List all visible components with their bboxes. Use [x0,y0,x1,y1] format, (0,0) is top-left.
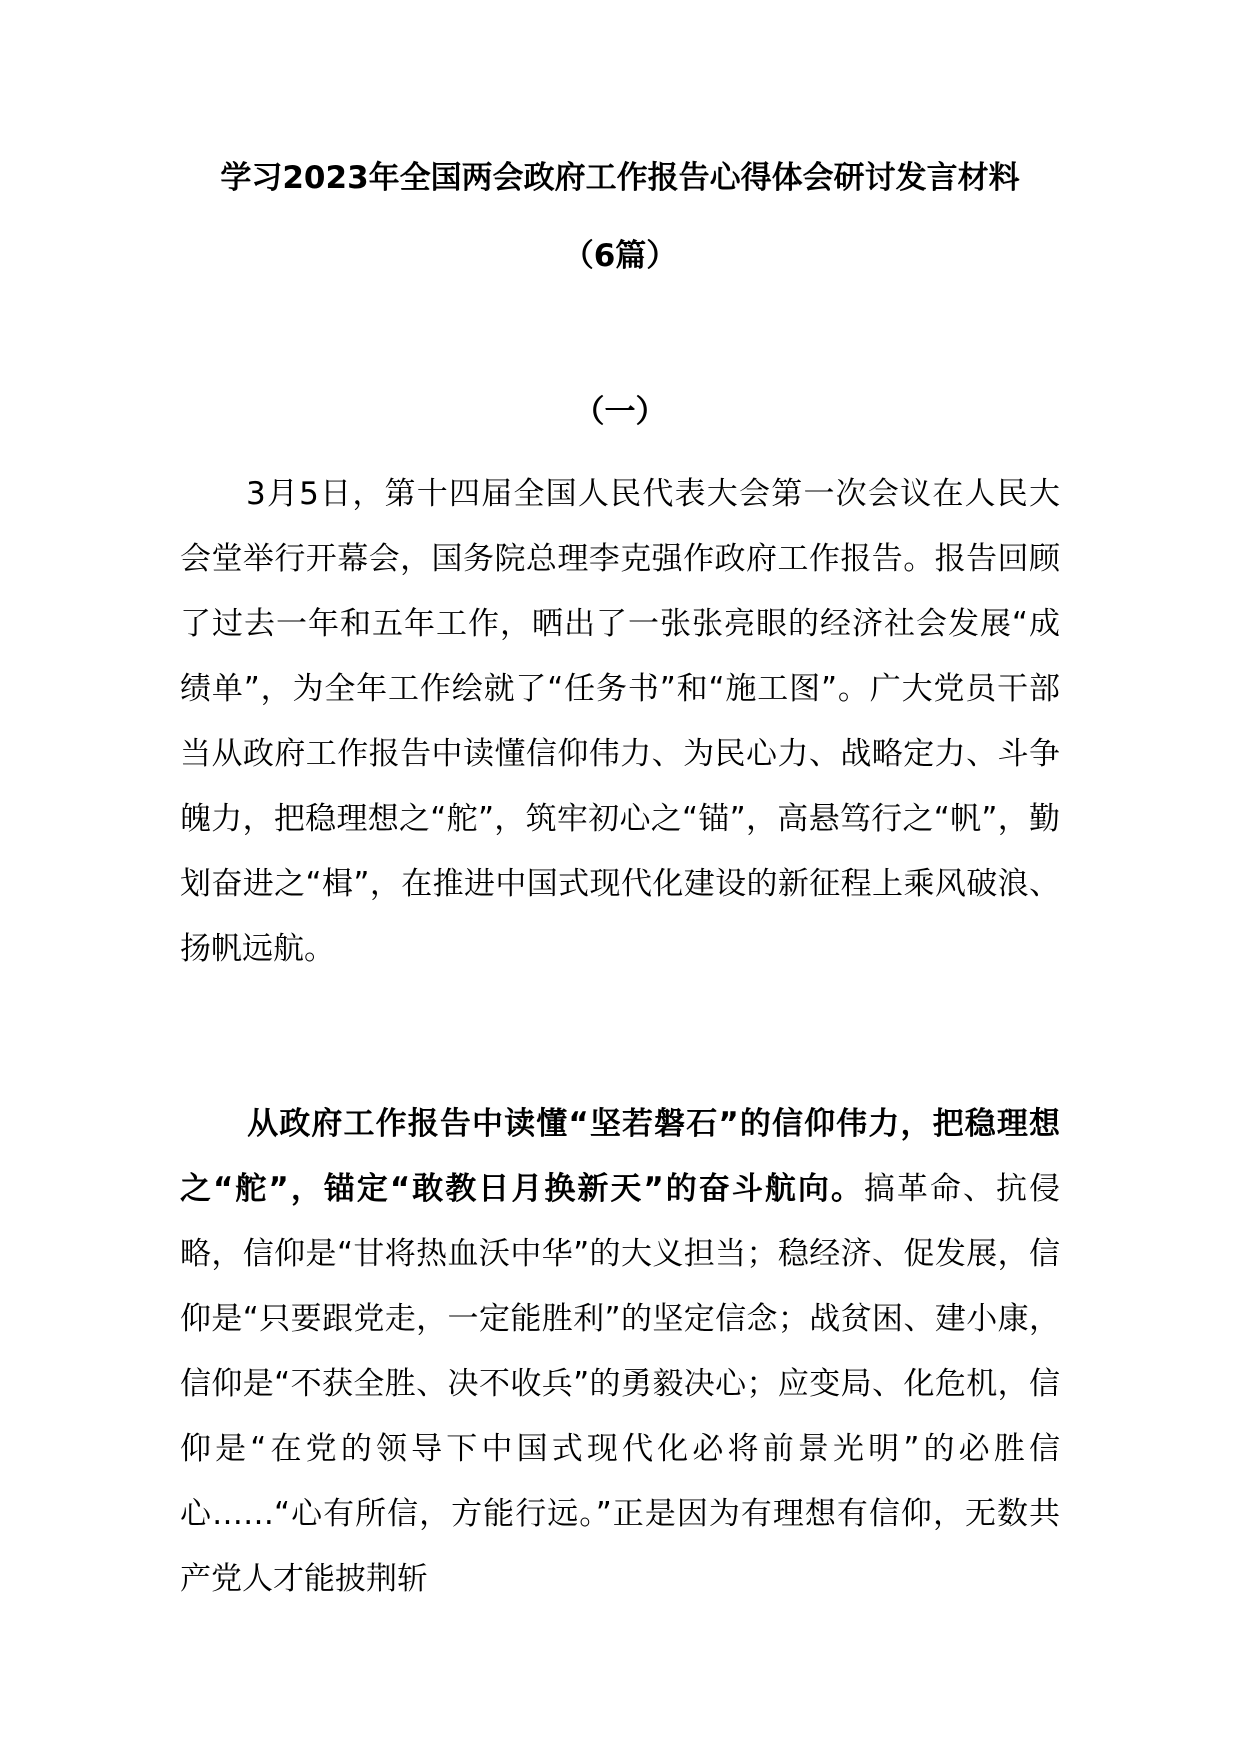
paragraph-2 [180,1092,1060,1612]
section-heading: （一） [573,394,667,430]
paragraph-1 [180,462,1060,982]
document-title: 学习2023年全国两会政府工作报告心得体会研讨发言材料 [220,160,1020,196]
paragraph-1-text: 3月5日，第十四届全国人民代表大会第一次会议在人民大会堂举行开幕会，国务院总理李克强作政府工作报告。报告回顾了过去一年和五年工作，晒出了一张张亮眼的经济社会发展“成绩单”，为全年工作绘就了“任务书”和“施工图”。广大党员干部当从政府工作报告中读懂信仰伟力、为民心力、战略定力、斗争魄力，把稳理想之“舵”，筑牢初心之“锚”，高悬笃行之“帆”，勤划奋进之“楫”，在推进中国式现代化建设的新征程上乘风破浪、扬帆远航。 [180,476,1060,967]
document-subtitle: （6篇） [562,238,678,274]
paragraph-2-lead-text: 从政府工作报告中读懂“坚若磐石”的信仰伟力，把稳理想之“舵”，锚定“敢教日月换新天”的奋斗航向。 [180,1106,1060,1207]
paragraph-2-text: 搞革命、抗侵略，信仰是“甘将热血沃中华”的大义担当；稳经济、促发展，信仰是“只要跟党走，一定能胜利”的坚定信念；战贫困、建小康，信仰是“不获全胜、决不收兵”的勇毅决心；应变局、化危机，信仰是“在党的领导下中国式现代化必将前景光明”的必胜信心……“心有所信，方能行远。”正是因为有理想有信仰，无数共产党人才能披荆斩 [180,1171,1060,1597]
